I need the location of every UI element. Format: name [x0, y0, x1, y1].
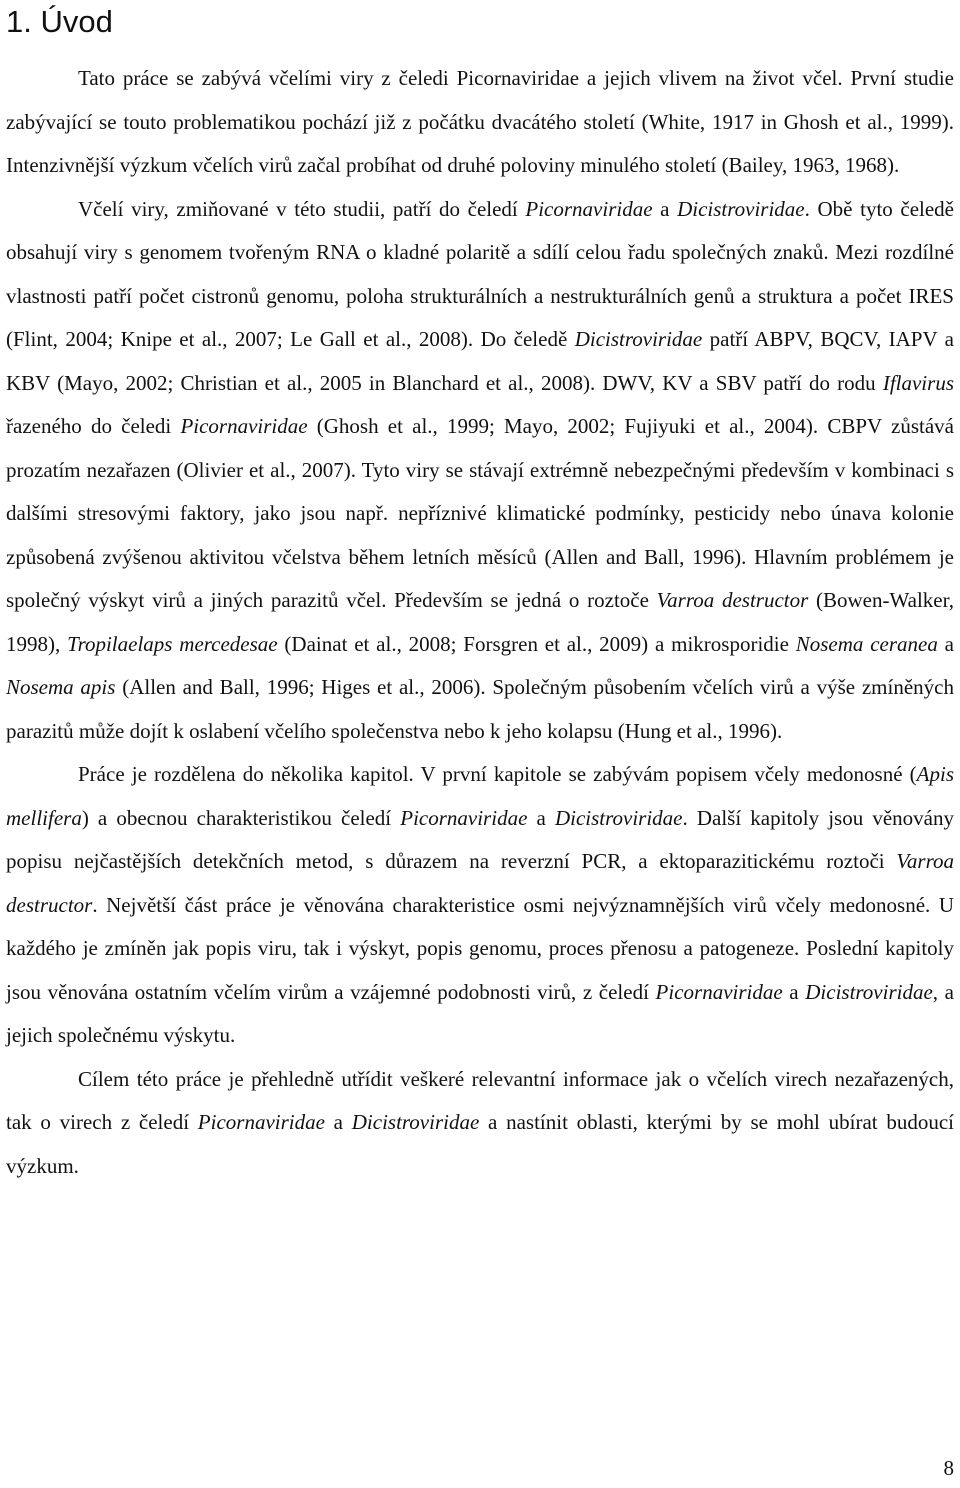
text-run: Práce je rozdělena do několika kapitol. V první kapitole se zabývám popisem včely medonosné (	[78, 762, 917, 786]
text-run: a	[782, 979, 806, 1004]
text-run: (Dainat et al., 2008; Forsgren et al., 2009) a mikrosporidie	[277, 631, 796, 656]
italic-term: Apis mellifera	[6, 762, 954, 830]
italic-term: Dicistroviridae	[805, 979, 933, 1004]
text-run: , a jejich společnému výskytu.	[6, 979, 954, 1047]
italic-term: Dicistroviridae	[574, 327, 703, 351]
italic-term: Tropilaelaps mercedesae	[67, 631, 278, 656]
text-run: patří ABPV, BQCV, IAPV a KBV (Mayo, 2002; Christian et al., 2005 in Blanchard et al., 2008). DWV, KV a SBV patří do rodu	[6, 327, 954, 395]
text-run: a	[937, 631, 955, 656]
text-run: (Allen and Ball, 1996; Higes et al., 2006). Společným působením včelích virů a výše zmíněných parazitů může dojít k oslabení včelího společenstva nebo k jeho kolapsu (Hung et al., 1996).	[6, 675, 954, 743]
italic-term: Picornaviridae	[180, 414, 308, 438]
paragraph-3	[6, 753, 954, 1058]
paragraph-4	[6, 1058, 954, 1189]
text-run: . Obě tyto čeledě obsahují viry s genomem tvořeným RNA o kladné polaritě a sdílí celou řadu společných znaků. Mezi rozdílné vlastnosti patří počet cistronů genomu, poloha strukturálních a nestrukturálních genů a struktura a počet IRES (Flint, 2004; Knipe et al., 2007; Le Gall et al., 2008). Do čeledě	[6, 196, 955, 351]
text-run: a	[324, 1110, 352, 1134]
italic-term: Dicistroviridae	[554, 805, 683, 830]
italic-term: Picornaviridae	[525, 196, 653, 221]
text-run: a	[652, 196, 678, 221]
italic-term: Dicistroviridae	[677, 196, 805, 221]
text-run: a nastínit oblasti, kterými by se mohl ubírat budoucí výzkum.	[6, 1110, 954, 1178]
page-number: 8	[943, 1456, 954, 1480]
italic-term: Varroa destructor	[656, 588, 809, 612]
text-run: (Bowen-Walker, 1998),	[6, 588, 955, 656]
italic-term: Dicistroviridae	[351, 1110, 480, 1134]
italic-term: Varroa destructor	[6, 849, 954, 917]
italic-term: Picornaviridae	[400, 805, 528, 830]
body-text	[6, 57, 954, 1188]
italic-term: Nosema ceranea	[795, 631, 938, 656]
text-run: Cílem této práce je přehledně utřídit veškeré relevantní informace jak o včelích virech nezařazených, tak o virech z čeledí	[6, 1066, 954, 1134]
text-run: Včelí viry, zmiňované v této studii, patří do čeledí	[78, 196, 526, 221]
section-heading: 1. Úvod	[6, 4, 113, 39]
paragraph-2	[6, 188, 954, 754]
italic-term: Iflavirus	[882, 370, 954, 395]
italic-term: Picornaviridae	[197, 1110, 325, 1134]
paragraph-1	[6, 57, 954, 188]
text-run: ) a obecnou charakteristikou čeledí	[81, 805, 401, 830]
text-run: Tato práce se zabývá včelími viry z čeledi Picornaviridae a jejich vlivem na život včel. První studie zabývající se touto problematikou pochází již z počátku dvacátého století (White, 1917 in Ghosh et al., 1999). Intenzivnější výzkum včelích virů začal probíhat od druhé poloviny minulého století (Bailey, 1963, 1968).	[6, 66, 954, 177]
text-run: . Další kapitoly jsou věnovány popisu nejčastějších detekčních metod, s důrazem na reverzní PCR, a ektoparazitickému roztoči	[6, 805, 954, 873]
italic-term: Nosema apis	[6, 675, 116, 699]
text-run: . Největší část práce je věnována charakteristice osmi nejvýznamnějších virů včely medonosné. U každého je zmíněn jak popis viru, tak i výskyt, popis genomu, proces přenosu a patogeneze. Poslední kapitoly jsou věnována ostatním včelím virům a vzájemné podobnosti virů, z čeledí	[6, 892, 954, 1004]
italic-term: Picornaviridae	[655, 979, 783, 1004]
text-run: (Ghosh et al., 1999; Mayo, 2002; Fujiyuki et al., 2004). CBPV zůstává prozatím nezařazen (Olivier et al., 2007). Tyto viry se stávají extrémně nebezpečnými především v kombinaci s dalšími stresovými faktory, jako jsou např. nepříznivé klimatické podmínky, pesticidy nebo únava kolonie způsobená zvýšenou aktivitou včelstva během letních měsíců (Allen and Ball, 1996). Hlavním problémem je společný výskyt virů a jiných parazitů včel. Především se jedná o roztoče	[6, 414, 954, 612]
text-run: a	[527, 805, 555, 830]
text-run: řazeného do čeledi	[6, 414, 181, 438]
